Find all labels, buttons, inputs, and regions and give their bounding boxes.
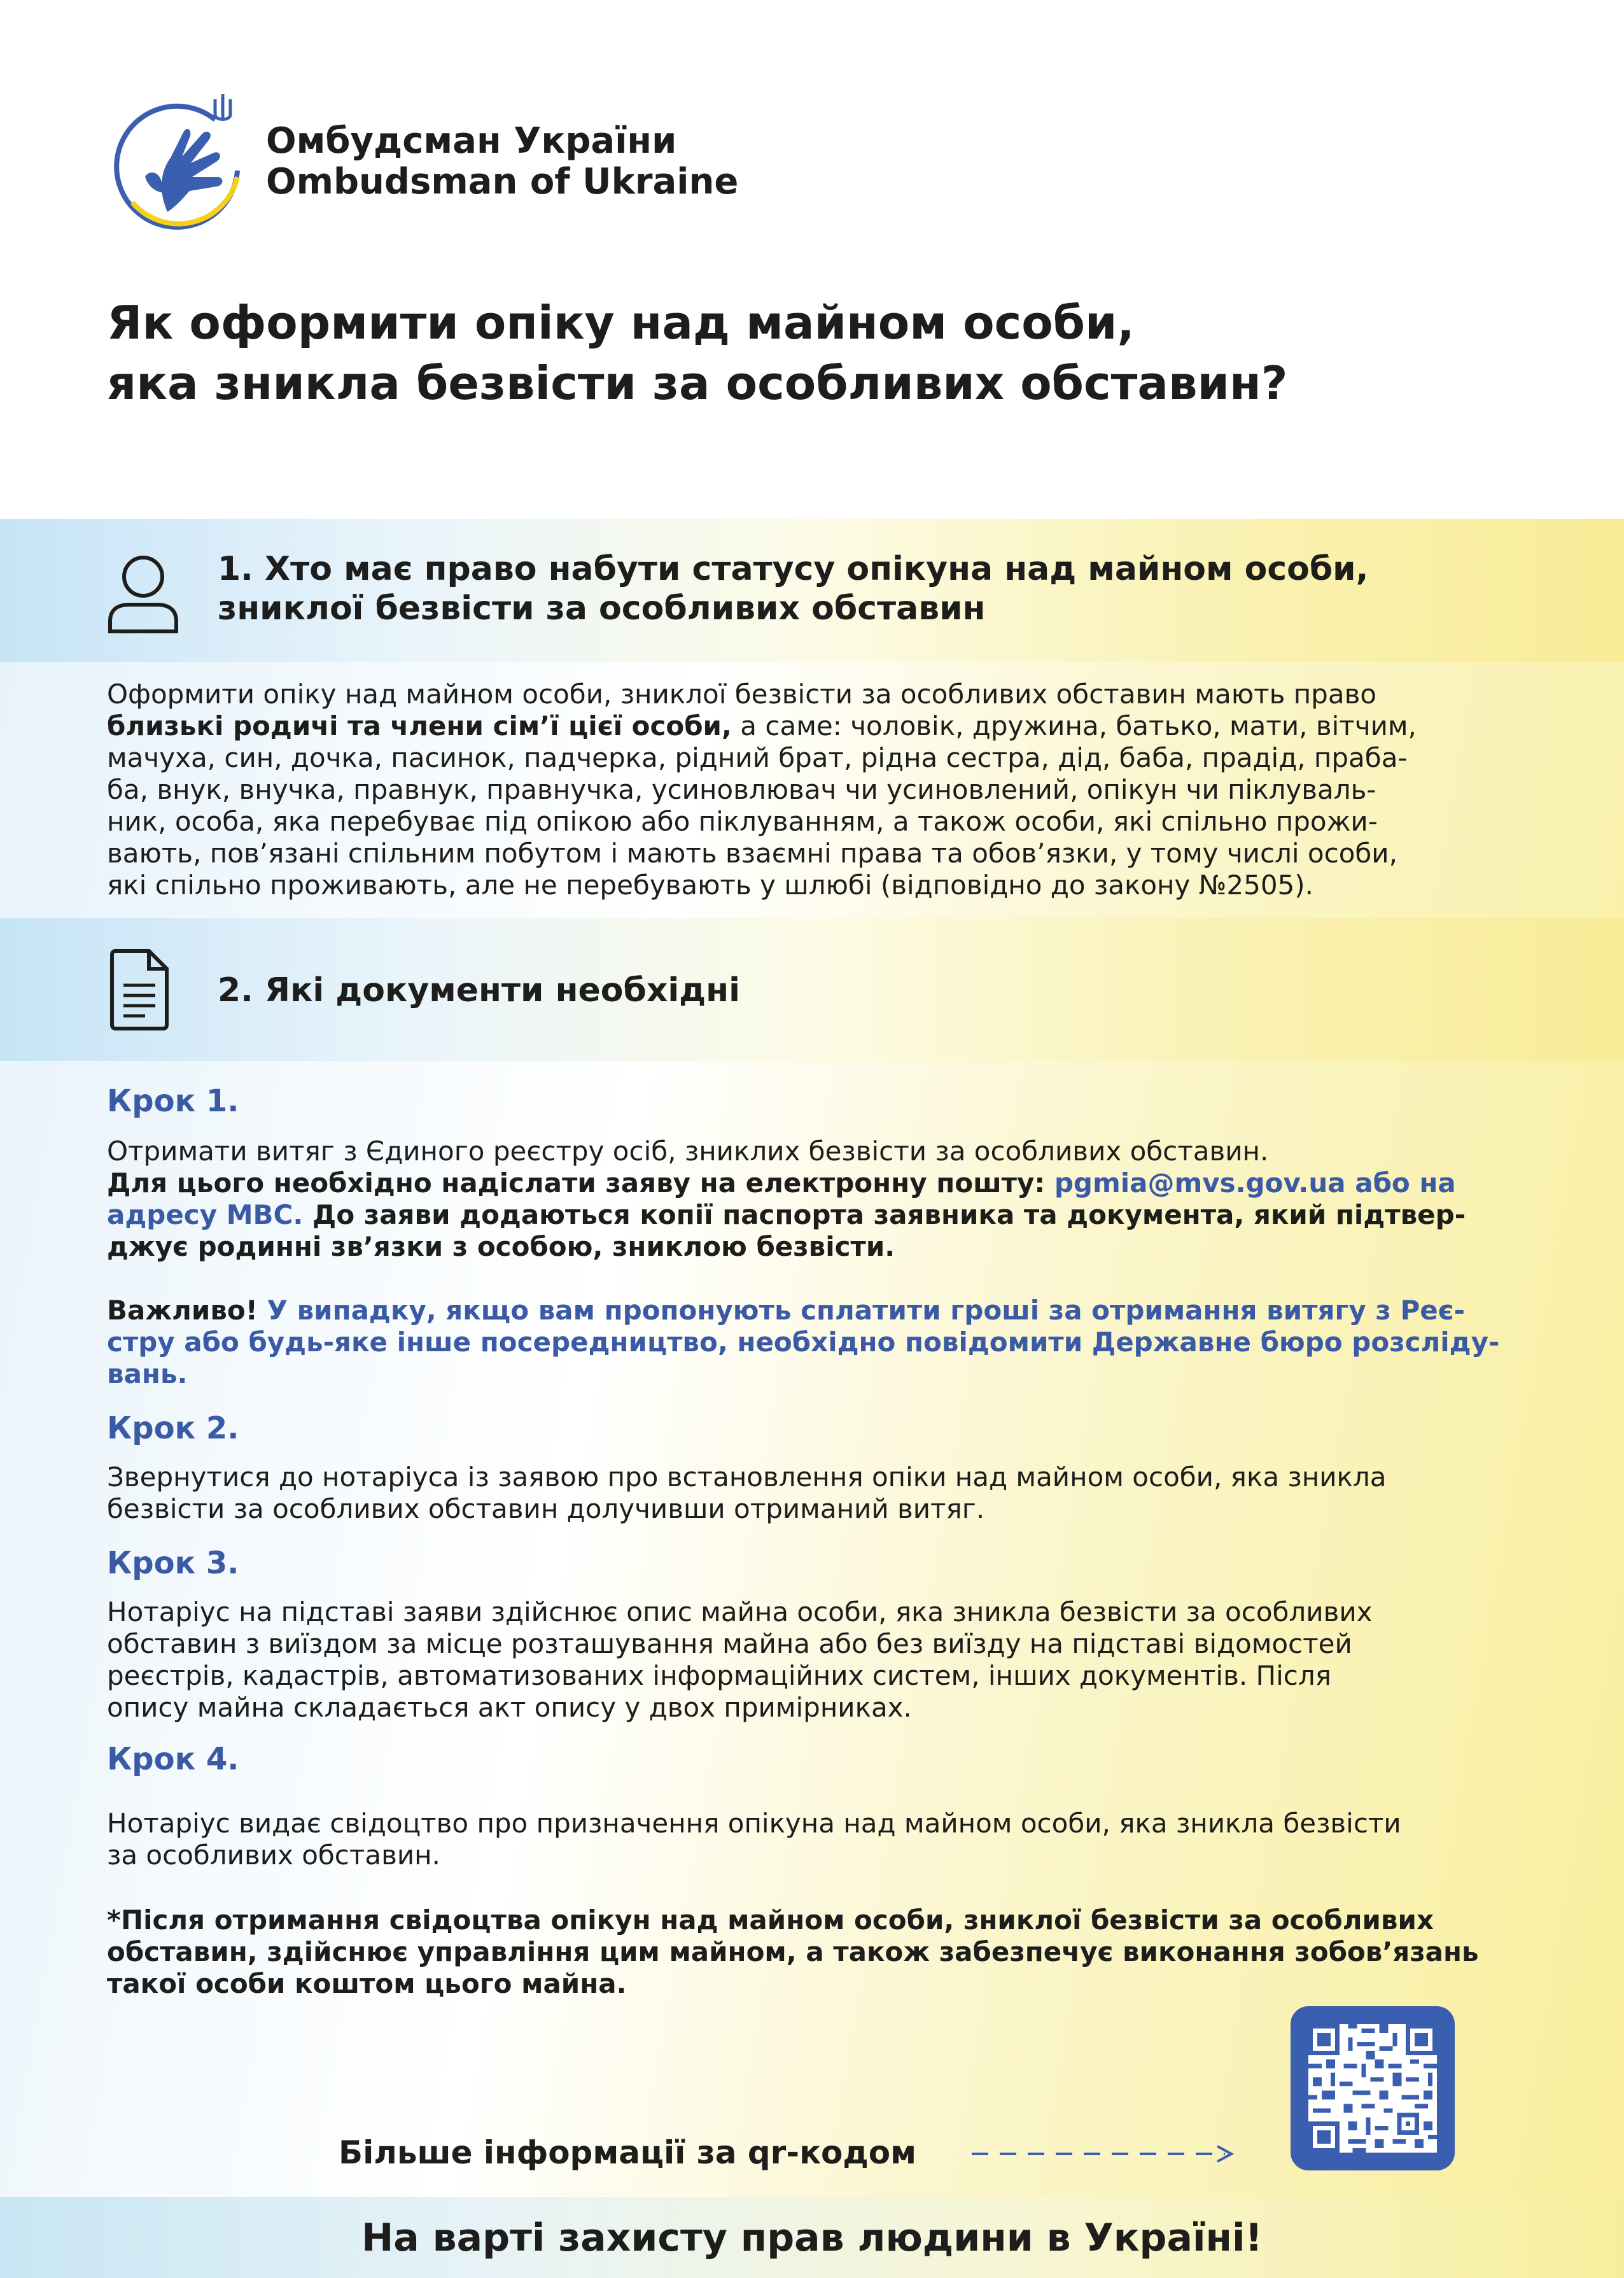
step1-label: Крок 1. [107,1083,239,1119]
step3-text [107,1596,1532,1724]
footnote-line: такої особи коштом цього майна. [107,1968,627,1999]
section1-title-line1: 1. Хто має право набути статусу опікуна над майном особи, [218,550,1369,588]
logo-name-en: Ombudsman of Ukraine [266,161,739,202]
person-icon [105,552,181,635]
step2-line: Звернутися до нотаріуса із заявою про встановлення опіки над майном особи, яка зникла [107,1461,1387,1493]
step2-line: безвісти за особливих обставин долучивши отриманий витяг. [107,1493,985,1524]
step2-label: Крок 2. [107,1410,239,1446]
step3-line: обставин з виїздом за місце розташування майна або без виїзду на підставі відомостей [107,1628,1352,1659]
dashed-arrow-icon [970,2141,1238,2167]
section1-line [107,710,1532,742]
email-link[interactable]: pgmia@mvs.gov.ua [1054,1167,1346,1199]
ombudsman-logo [107,81,247,234]
step2-text [107,1461,1532,1525]
step1-bold: Для цього необхідно надіслати заяву на електронну пошту: [107,1167,1054,1199]
important-text: вань. [107,1358,188,1389]
section1-line: ник, особа, яка перебуває під опікою або піклуванням, а також особи, які спільно прожи- [107,806,1378,837]
section1-line: вають, пов’язані спільним побутом і мають взаємні права та обов’язки, у тому числі особи, [107,838,1397,869]
footnote [107,1904,1532,2000]
section1-title-line2: зниклої безвісти за особливих обставин [218,589,986,628]
step4-line: за особливих обставин. [107,1839,440,1871]
section1-text [107,678,1532,901]
step1-line [107,1231,1532,1263]
logo-name-ua: Омбудсман України [266,120,677,162]
page-title-line2: яка зникла безвісти за особливих обставин? [107,356,1288,410]
important-text: стру або будь-яке інше посередництво, необхідно повідомити Державне бюро розсліду- [107,1326,1500,1358]
step1-or: або на [1345,1167,1456,1199]
step3-line: опису майна складається акт опису у двох примірниках. [107,1692,912,1723]
step1-bold: До заяви додаються копії паспорта заявника та документа, який підтвер- [303,1199,1466,1230]
step1-line [107,1199,1532,1231]
important-line [107,1358,1532,1390]
section1-bold: близькі родичі та члени сім’ї цієї особи, [107,710,732,742]
step1-bold: джує родинні зв’язки з особою, зниклою безвісти. [107,1231,895,1262]
step3-line: Нотаріус на підставі заяви здійснює опис майна особи, яка зникла безвісти за особливих [107,1596,1373,1628]
ombudsman-logo-icon [107,81,247,234]
important-label: Важливо! [107,1295,258,1326]
section1-line: мачуха, син, дочка, пасинок, падчерка, рідний брат, рідна сестра, дід, баба, прадід, праба- [107,742,1408,773]
section2-title: 2. Які документи необхідні [218,971,740,1009]
step3-label: Крок 3. [107,1545,239,1581]
footnote-line: *Після отримання свідоцтва опікун над майном особи, зниклої безвісти за особливих [107,1904,1434,1936]
mvs-address-link[interactable]: адресу МВС. [107,1199,304,1230]
important-line [107,1295,1532,1326]
step4-label: Крок 4. [107,1741,239,1777]
footer-slogan: На варті захисту прав людини в Україні! [361,2216,1263,2260]
section1-line-rest: а саме: чоловік, дружина, батько, мати, вітчим, [731,710,1417,742]
step1-text [107,1135,1532,1390]
section1-line: Оформити опіку над майном особи, зниклої безвісти за особливих обставин мають право [107,678,1377,710]
step1-line [107,1167,1532,1199]
qr-code-icon [1308,2024,1437,2153]
qr-code[interactable] [1291,2006,1455,2170]
document-icon [107,948,171,1031]
step4-line: Нотаріус видає свідоцтво про призначення опікуна над майном особи, яка зникла безвісти [107,1808,1401,1839]
page-title-line1: Як оформити опіку над майном особи, [107,296,1135,349]
section1-line: ба, внук, внучка, правнук, правнучка, усиновлювач чи усиновлений, опікун чи піклуваль- [107,774,1376,805]
step4-text [107,1808,1532,1871]
footnote-line: обставин, здійснює управління цим майном, а також забезпечує виконання зобов’язань [107,1936,1479,1967]
important-text: У випадку, якщо вам пропонують сплатити гроші за отримання витягу з Реє- [257,1295,1466,1326]
step3-line: реєстрів, кадастрів, автоматизованих інформаційних систем, інших документів. Після [107,1660,1331,1691]
section1-line: які спільно проживають, але не перебувають у шлюбі (відповідно до закону №2505). [107,869,1314,901]
qr-label: Більше інформації за qr-кодом [339,2134,916,2171]
step1-line: Отримати витяг з Єдиного реєстру осіб, зниклих безвісти за особливих обставин. [107,1135,1269,1167]
important-line [107,1326,1532,1358]
